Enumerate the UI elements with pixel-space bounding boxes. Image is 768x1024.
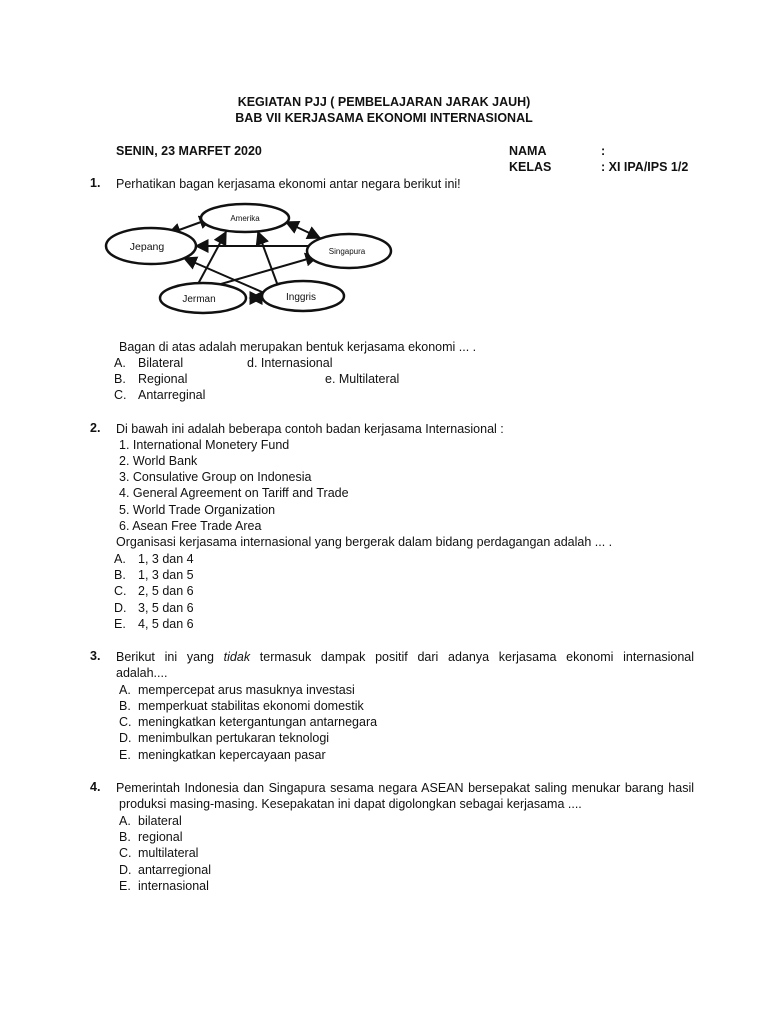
q2-item: 3. Consulative Group on Indonesia — [119, 470, 312, 484]
q2-item: 4. General Agreement on Tariff and Trade — [119, 486, 349, 500]
q1-option-c-text: Antarreginal — [138, 388, 206, 402]
q2-option-letter: D. — [114, 601, 127, 615]
q3-option-letter: D. — [119, 731, 132, 745]
label-jerman: Jerman — [182, 294, 216, 305]
q3-text-italic: tidak — [223, 650, 251, 664]
q1-option-a-text: Bilateral — [138, 356, 184, 370]
title-line-1: KEGIATAN PJJ ( PEMBELAJARAN JARAK JAUH) — [237, 95, 531, 109]
q1-option-a-letter: A. — [114, 356, 126, 370]
q1-text: Perhatikan bagan kerjasama ekonomi antar negara berikut ini! — [116, 177, 461, 191]
q1-option-d: d. Internasional — [247, 356, 333, 370]
q3-option-letter: C. — [119, 715, 132, 729]
q1-option-b-text: Regional — [138, 372, 188, 386]
q4-option-letter: E. — [119, 879, 131, 893]
q1-option-b-letter: B. — [114, 372, 126, 386]
q4-option-text: internasional — [138, 879, 209, 893]
nama-value: : — [601, 144, 606, 158]
q4-option-text: multilateral — [138, 846, 199, 860]
q4-option-text: bilateral — [138, 814, 182, 828]
q4-option-letter: B. — [119, 830, 131, 844]
q2-item: 2. World Bank — [119, 454, 198, 468]
q3-text — [116, 649, 694, 665]
q2-number: 2. — [90, 421, 101, 435]
q3-text-after: termasuk dampak positif dari adanya kerjasama ekonomi internasional — [250, 650, 694, 664]
q3-option-letter: B. — [119, 699, 131, 713]
q4-option-letter: C. — [119, 846, 132, 860]
q2-question: Organisasi kerjasama internasional yang bergerak dalam bidang perdagangan adalah ... . — [116, 535, 613, 549]
q1-option-c-letter: C. — [114, 388, 127, 402]
q3-option-text: memperkuat stabilitas ekonomi domestik — [138, 699, 364, 713]
label-inggris: Inggris — [285, 292, 317, 303]
q2-item: 1. International Monetery Fund — [119, 438, 290, 452]
q2-option-letter: C. — [114, 584, 127, 598]
q4-text-line1: Pemerintah Indonesia dan Singapura sesama negara ASEAN bersepakat saling menukar barang hasil — [116, 781, 694, 795]
q1-number: 1. — [90, 176, 101, 190]
q3-text-before: Berikut ini yang — [116, 650, 224, 664]
label-amerika: Amerika — [230, 214, 260, 223]
date-label: SENIN, 23 MARFET 2020 — [116, 144, 262, 158]
q2-item: 6. Asean Free Trade Area — [119, 519, 262, 533]
q3-option-letter: E. — [119, 748, 131, 762]
q2-option-text: 2, 5 dan 6 — [138, 584, 194, 598]
q2-option-letter: A. — [114, 552, 126, 566]
q1-question: Bagan di atas adalah merupakan bentuk kerjasama ekonomi ... . — [119, 340, 477, 354]
q4-text-line2: produksi masing-masing. Kesepakatan ini dapat digolongkan sebagai kerjasama .... — [119, 797, 582, 811]
q3-option-text: meningkatkan kepercayaan pasar — [138, 748, 326, 762]
trade-cooperation-diagram — [100, 196, 410, 316]
q4-option-text: antarregional — [138, 863, 211, 877]
q4-number: 4. — [90, 780, 101, 794]
q3-option-letter: A. — [119, 683, 131, 697]
q2-option-text: 1, 3 dan 5 — [138, 568, 194, 582]
q2-item: 5. World Trade Organization — [119, 503, 276, 517]
label-singapura: Singapura — [328, 247, 366, 256]
q3-option-text: menimbulkan pertukaran teknologi — [138, 731, 330, 745]
q1-option-e: e. Multilateral — [325, 372, 400, 386]
q4-option-letter: D. — [119, 863, 132, 877]
kelas-value: : XI IPA/IPS 1/2 — [601, 160, 689, 174]
title-line-2: BAB VII KERJASAMA EKONOMI INTERNASIONAL — [235, 111, 533, 125]
q3-number: 3. — [90, 649, 101, 663]
q2-option-letter: B. — [114, 568, 126, 582]
q2-option-text: 1, 3 dan 4 — [138, 552, 194, 566]
label-jepang: Jepang — [129, 241, 165, 253]
q4-option-text: regional — [138, 830, 183, 844]
kelas-label: KELAS — [509, 160, 552, 174]
q2-option-letter: E. — [114, 617, 126, 631]
q3-option-text: meningkatkan ketergantungan antarnegara — [138, 715, 378, 729]
q2-option-text: 4, 5 dan 6 — [138, 617, 194, 631]
q3-text-line2: adalah.... — [116, 666, 168, 680]
q4-option-letter: A. — [119, 814, 131, 828]
q3-option-text: mempercepat arus masuknya investasi — [138, 683, 355, 697]
q2-option-text: 3, 5 dan 6 — [138, 601, 194, 615]
nama-label: NAMA — [509, 144, 547, 158]
q2-text: Di bawah ini adalah beberapa contoh badan kerjasama Internasional : — [116, 422, 504, 436]
